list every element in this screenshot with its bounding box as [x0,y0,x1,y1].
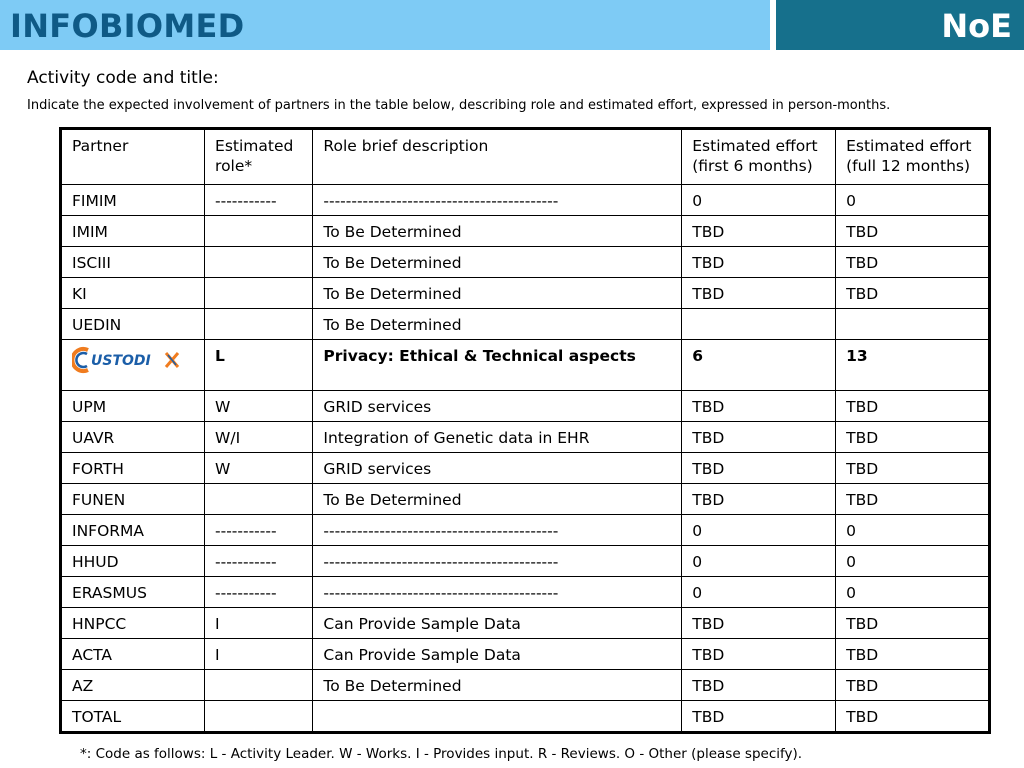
partner-cell: UAVR [61,422,205,453]
table-row [61,247,990,278]
table-body [61,185,990,733]
header-partner: Partner [61,129,205,185]
table-row [61,515,990,546]
role-cell: ----------- [205,185,313,216]
description-cell: To Be Determined [313,247,682,278]
role-cell [205,309,313,340]
role-cell [205,484,313,515]
description-cell: GRID services [313,453,682,484]
partner-cell: INFORMA [61,515,205,546]
effort-6-cell: TBD [682,670,836,701]
custodix-logo [72,346,182,374]
role-cell [205,247,313,278]
description-cell: To Be Determined [313,309,682,340]
effort-12-cell: TBD [836,484,990,515]
table-row [61,453,990,484]
table-row [61,670,990,701]
effort-6-cell [682,309,836,340]
table-header-row [61,129,990,185]
role-cell: W [205,391,313,422]
effort-12-cell: TBD [836,391,990,422]
table-row [61,608,990,639]
role-cell: ----------- [205,515,313,546]
description-cell: Integration of Genetic data in EHR [313,422,682,453]
table-row [61,701,990,733]
table-row [61,185,990,216]
partner-cell: ACTA [61,639,205,670]
partner-cell: TOTAL [61,701,205,733]
effort-12-cell: TBD [836,453,990,484]
description-cell: ------------------------------------------ [313,185,682,216]
partner-cell: FUNEN [61,484,205,515]
effort-12-cell [836,309,990,340]
header-effort-6-months: Estimated effort (first 6 months) [682,129,836,185]
effort-6-cell: TBD [682,453,836,484]
partner-cell: UEDIN [61,309,205,340]
description-cell: Can Provide Sample Data [313,608,682,639]
description-cell: To Be Determined [313,278,682,309]
table-row [61,340,990,391]
effort-6-cell: 0 [682,546,836,577]
role-cell: ----------- [205,577,313,608]
svg-text:USTODI: USTODI [91,353,151,369]
header-effort-12-months: Estimated effort (full 12 months) [836,129,990,185]
effort-6-cell: TBD [682,391,836,422]
role-cell: I [205,608,313,639]
partner-cell: IMIM [61,216,205,247]
role-cell: I [205,639,313,670]
effort-6-cell: TBD [682,216,836,247]
partner-table [59,127,991,734]
partner-cell [61,340,205,391]
effort-12-cell: TBD [836,216,990,247]
role-cell [205,701,313,733]
table-row [61,639,990,670]
description-cell: To Be Determined [313,216,682,247]
partner-cell: HHUD [61,546,205,577]
role-cell: ----------- [205,546,313,577]
header-role-description: Role brief description [313,129,682,185]
effort-6-cell: TBD [682,422,836,453]
description-cell: ------------------------------------------ [313,515,682,546]
effort-12-cell: TBD [836,639,990,670]
partner-cell: HNPCC [61,608,205,639]
description-cell [313,701,682,733]
description-cell: Privacy: Ethical & Technical aspects [313,340,682,391]
role-cell [205,670,313,701]
table-row [61,309,990,340]
effort-6-cell: TBD [682,639,836,670]
partner-cell: ISCIII [61,247,205,278]
header-title: INFOBIOMED [10,7,245,45]
description-cell: ------------------------------------------ [313,577,682,608]
effort-12-cell: 0 [836,546,990,577]
description-cell: To Be Determined [313,484,682,515]
role-cell [205,216,313,247]
description-cell: Can Provide Sample Data [313,639,682,670]
partner-cell: FIMIM [61,185,205,216]
effort-6-cell: 0 [682,515,836,546]
table-row [61,216,990,247]
effort-12-cell: 0 [836,185,990,216]
role-cell: L [205,340,313,391]
header-banner-right [776,0,1024,50]
table-row [61,391,990,422]
effort-12-cell: TBD [836,422,990,453]
effort-12-cell: TBD [836,278,990,309]
instruction-text: Indicate the expected involvement of partners in the table below, describing role and estimated effort, expressed in person-months. [27,98,891,113]
header-banner-left [0,0,770,50]
role-cell [205,278,313,309]
effort-12-cell: TBD [836,247,990,278]
effort-6-cell: TBD [682,701,836,733]
table-row [61,422,990,453]
effort-12-cell: 0 [836,515,990,546]
header-right-label: NoE [941,7,1012,45]
role-cell: W [205,453,313,484]
role-code-footnote: *: Code as follows: L - Activity Leader. W - Works. I - Provides input. R - Reviews. O - Other (please specify). [80,746,803,762]
partner-cell: AZ [61,670,205,701]
table-row [61,546,990,577]
effort-12-cell: TBD [836,670,990,701]
header-estimated-role: Estimated role* [205,129,313,185]
table-row [61,577,990,608]
effort-6-cell: TBD [682,608,836,639]
effort-6-cell: 6 [682,340,836,391]
effort-6-cell: TBD [682,484,836,515]
partner-cell: UPM [61,391,205,422]
effort-12-cell: TBD [836,608,990,639]
effort-6-cell: TBD [682,278,836,309]
description-cell: ------------------------------------------ [313,546,682,577]
effort-6-cell: 0 [682,185,836,216]
effort-6-cell: 0 [682,577,836,608]
effort-6-cell: TBD [682,247,836,278]
partner-cell: FORTH [61,453,205,484]
effort-12-cell: TBD [836,701,990,733]
partner-cell: KI [61,278,205,309]
role-cell: W/I [205,422,313,453]
effort-12-cell: 0 [836,577,990,608]
description-cell: GRID services [313,391,682,422]
table-row [61,278,990,309]
partner-cell: ERASMUS [61,577,205,608]
table-row [61,484,990,515]
description-cell: To Be Determined [313,670,682,701]
effort-12-cell: 13 [836,340,990,391]
activity-heading: Activity code and title: [27,68,219,88]
